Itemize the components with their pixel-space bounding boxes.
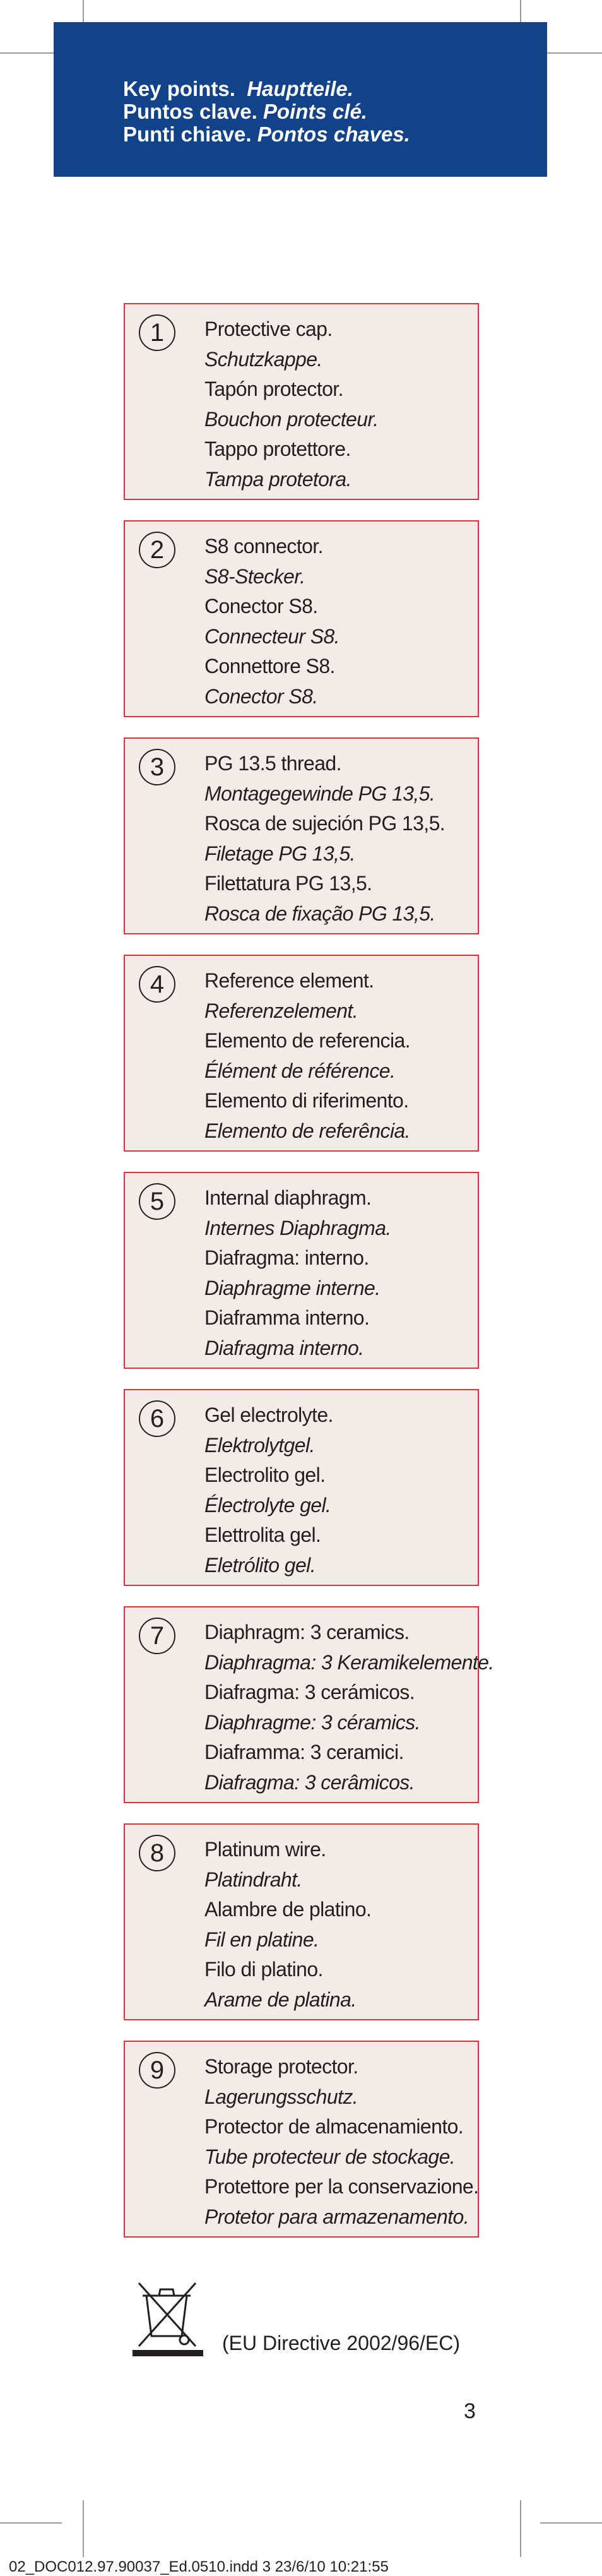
key-point-box [124, 303, 479, 500]
key-point-box [124, 2041, 479, 2238]
translation-line: Protector de almacenamiento. [204, 2115, 464, 2138]
translation-line: Protective cap. [204, 318, 333, 340]
translation-line: Fil en platine. [204, 1928, 319, 1951]
translation-line: Arame de platina. [204, 1988, 357, 2011]
print-slug: 02_DOC012.97.90037_Ed.0510.indd 3 23/6/10 10:21:55 [9, 2558, 389, 2575]
key-point-box [124, 1823, 479, 2020]
translation-line: Storage protector. [204, 2055, 358, 2078]
translation-line: Bouchon protecteur. [204, 407, 379, 431]
translation-line: Diaphragme: 3 céramics. [204, 1710, 420, 1734]
translation-line: PG 13.5 thread. [204, 752, 341, 775]
key-point-translations [204, 1400, 333, 1580]
translation-line: Eletrólito gel. [204, 1553, 316, 1577]
eu-directive-text: (EU Directive 2002/96/EC) [222, 2332, 461, 2354]
translation-line: Diafragma: 3 cerâmicos. [204, 1770, 415, 1794]
header-text-italic: Points clé. [263, 100, 367, 123]
key-point-number: 9 [139, 2052, 175, 2089]
translation-line: Diaphragm: 3 ceramics. [204, 1621, 410, 1643]
header-text: Puntos clave. [123, 100, 257, 123]
translation-line: S8-Stecker. [204, 564, 305, 588]
key-point-translations [204, 966, 410, 1146]
translation-line: Conector S8. [204, 595, 318, 617]
key-point-number: 4 [139, 966, 175, 1003]
crossed-out-wheelie-bin-icon [133, 2278, 203, 2359]
key-point-translations [204, 1835, 371, 2015]
translation-line: Conector S8. [204, 684, 318, 708]
translation-line: Platinum wire. [204, 1838, 326, 1861]
key-point-number: 1 [139, 314, 175, 351]
header-text: Punti chiave. [123, 122, 252, 146]
translation-line: Gel electrolyte. [204, 1404, 333, 1426]
translation-line: Connettore S8. [204, 655, 335, 677]
translation-line: Montagegewinde PG 13,5. [204, 782, 435, 805]
crop-mark [0, 52, 62, 54]
translation-line: Lagerungsschutz. [204, 2085, 358, 2108]
page-number: 3 [464, 2399, 476, 2423]
translation-line: Tampa protetora. [204, 467, 351, 491]
key-point-box [124, 1389, 479, 1586]
crop-mark [0, 2522, 62, 2524]
translation-line: Filettatura PG 13,5. [204, 872, 372, 895]
crop-mark [540, 52, 602, 54]
translation-line: Internes Diaphragma. [204, 1216, 391, 1239]
key-points-header [54, 22, 547, 177]
translation-line: Elemento di riferimento. [204, 1089, 409, 1112]
header-text-italic: Pontos chaves. [257, 122, 410, 146]
translation-line: Reference element. [204, 969, 374, 992]
translation-line: Electrolito gel. [204, 1464, 326, 1486]
translation-line: Diaphragma: 3 Keramikelemente. [204, 1650, 494, 1674]
key-point-translations [204, 2052, 478, 2232]
crop-mark [540, 2522, 602, 2524]
translation-line: Diafragma interno. [204, 1336, 364, 1359]
translation-line: Platindraht. [204, 1868, 302, 1891]
translation-line: Elettrolita gel. [204, 1524, 321, 1546]
translation-line: Elemento de referencia. [204, 1029, 410, 1052]
translation-line: Schutzkappe. [204, 347, 322, 371]
translation-line: Diaframma: 3 ceramici. [204, 1741, 404, 1763]
translation-line: Diafragma: interno. [204, 1246, 369, 1269]
translation-line: Protetor para armazenamento. [204, 2205, 469, 2228]
key-point-translations [204, 532, 339, 712]
key-point-number: 2 [139, 532, 175, 568]
translation-line: Tube protecteur de stockage. [204, 2145, 456, 2168]
crop-mark [520, 2500, 521, 2557]
translation-line: Élément de référence. [204, 1059, 396, 1082]
key-point-number: 3 [139, 749, 175, 785]
key-point-box [124, 955, 479, 1152]
key-point-box [124, 520, 479, 717]
key-point-translations [204, 314, 379, 494]
translation-line: Électrolyte gel. [204, 1493, 331, 1517]
header-text: Key points. [123, 77, 235, 100]
translation-line: Elektrolytgel. [204, 1433, 315, 1457]
translation-line: Rosca de sujeción PG 13,5. [204, 812, 446, 835]
translation-line: Tappo protettore. [204, 438, 351, 460]
key-point-box [124, 1172, 479, 1369]
key-point-translations [204, 1183, 391, 1363]
translation-line: Internal diaphragm. [204, 1186, 372, 1209]
translation-line: Referenzelement. [204, 999, 358, 1022]
key-point-number: 6 [139, 1400, 175, 1437]
translation-line: Diafragma: 3 cerámicos. [204, 1681, 415, 1703]
key-point-box [124, 1606, 494, 1803]
key-point-number: 8 [139, 1835, 175, 1871]
translation-line: Protettore per la conservazione. [204, 2175, 479, 2198]
translation-line: Alambre de platino. [204, 1898, 372, 1921]
translation-line: Filetage PG 13,5. [204, 842, 355, 865]
key-point-number: 7 [139, 1618, 175, 1654]
crop-mark [83, 2500, 84, 2557]
translation-line: S8 connector. [204, 535, 323, 558]
translation-line: Elemento de referência. [204, 1119, 410, 1142]
key-point-translations [204, 749, 445, 929]
key-point-box [124, 737, 479, 934]
translation-line: Rosca de fixação PG 13,5. [204, 902, 435, 925]
translation-line: Filo di platino. [204, 1958, 323, 1981]
key-point-translations [204, 1618, 494, 1798]
translation-line: Diaframma interno. [204, 1306, 370, 1329]
translation-line: Tapón protector. [204, 378, 343, 400]
translation-line: Connecteur S8. [204, 624, 339, 648]
key-point-number: 5 [139, 1183, 175, 1220]
translation-line: Diaphragme interne. [204, 1276, 381, 1299]
header-text-italic: Hauptteile. [247, 77, 353, 100]
